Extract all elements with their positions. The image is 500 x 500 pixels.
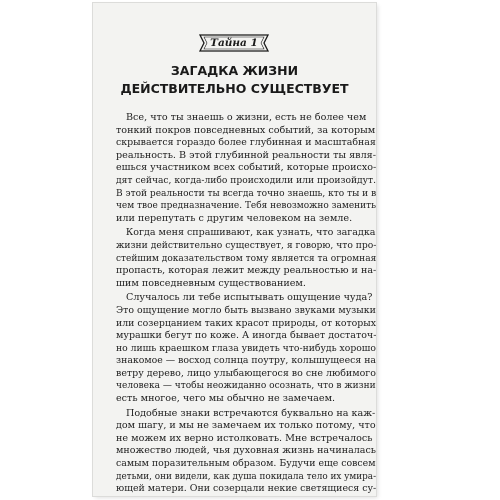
text-line: ющей матери. Они созерцали некие светящиеся су- <box>116 483 376 495</box>
text-line: или созерцанием таких красот природы, от которых <box>116 317 376 329</box>
text-line: пропасть, которая лежит между реальностью и на- <box>116 265 376 277</box>
text-line: тонкий покров повседневных событий, за которым <box>116 124 376 136</box>
text-line: есть многое, чего мы обычно не замечаем. <box>116 393 336 405</box>
text-line: дом шагу, и мы не замечаем их только потому, что <box>116 420 376 432</box>
text-line: Подобные знаки встречаются буквально на каж- <box>126 407 376 419</box>
text-line: жизни действительно существует, я говорю, что про- <box>116 239 376 251</box>
text-line: но лишь краешком глаза увидеть что-нибудь хорошо <box>116 342 376 354</box>
paragraph <box>116 112 376 225</box>
text-line: реальность. В этой глубинной реальности ты явля- <box>116 149 376 161</box>
chapter-label: Тайна 1 <box>210 37 258 49</box>
paragraph <box>116 292 376 405</box>
paragraph <box>116 227 376 290</box>
text-line: или перепутать с другим человеком на земле. <box>116 212 353 224</box>
text-line: стейшим доказательством тому является та огромная <box>116 252 376 264</box>
title-line: ДЕЙСТВИТЕЛЬНО СУЩЕСТВУЕТ <box>120 81 349 96</box>
text-line: множество людей, чья духовная жизнь начиналась <box>116 445 376 457</box>
book-page <box>93 3 376 496</box>
text-line: Когда меня спрашивают, как узнать, что загадка <box>125 227 376 239</box>
chapter-banner <box>198 34 270 52</box>
body-text <box>116 112 376 496</box>
text-line: чем твое предназначение. Тебя невозможно заменить <box>116 200 376 212</box>
page-title <box>93 62 376 98</box>
text-line: дят сейчас, когда-либо происходили или произойдут. <box>116 174 376 186</box>
text-line: мурашки бегут по коже. А иногда бывает достаточ- <box>116 330 376 342</box>
text-line: не можем их верно истолковать. Мне встречалось <box>116 432 373 444</box>
text-line: ешься участником всех событий, которые происхо- <box>116 162 376 174</box>
text-line: Это ощущение могло быть вызвано звуками музыки <box>116 304 376 316</box>
text-line: знакомое — восход солнца поутру, колышущееся на <box>116 355 376 367</box>
text-line: детьми, они видели, как душа покидала тело их умира- <box>116 470 376 482</box>
text-line: Случалось ли тебе испытывать ощущение чуда? <box>126 292 373 304</box>
paragraph <box>116 408 376 496</box>
text-line: самым поразительным образом. Будучи еще совсем <box>116 458 376 470</box>
text-line: Все, что ты знаешь о жизни, есть не более чем <box>126 112 367 123</box>
text-line: ветру дерево, лицо улыбающегося во сне любимого <box>116 367 376 379</box>
text-line: человека — чтобы неожиданно осознать, что в жизни <box>116 380 376 392</box>
title-line: ЗАГАДКА ЖИЗНИ <box>170 63 299 78</box>
text-line: шим повседневным существованием. <box>116 277 306 289</box>
text-line: В этой реальности ты всегда точно знаешь, кто ты и в <box>116 187 376 199</box>
text-line: скрывается гораздо более глубинная и масштабная <box>116 137 376 149</box>
